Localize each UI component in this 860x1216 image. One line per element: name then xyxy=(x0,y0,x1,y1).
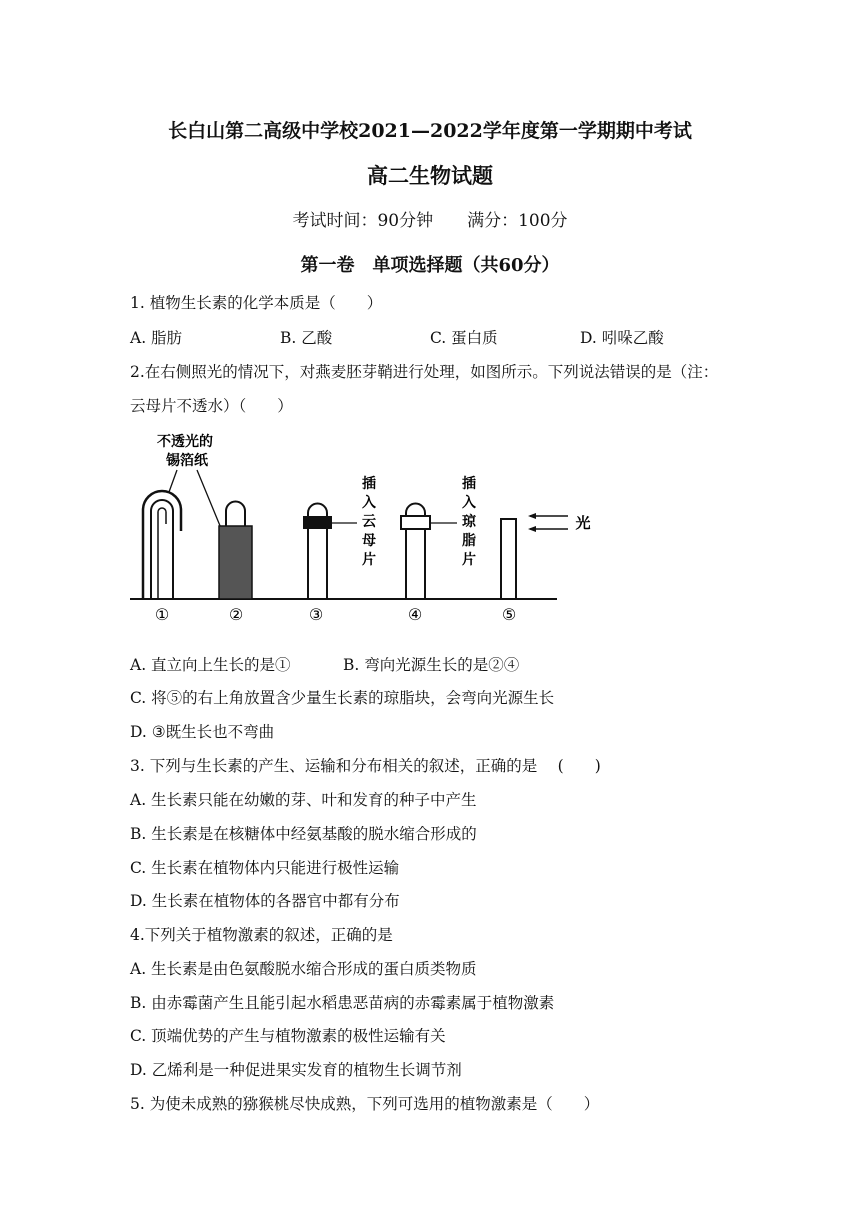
school-title: 长白山第二高级中学校2021—2022学年度第一学期期中考试 xyxy=(168,120,692,142)
label-agar xyxy=(462,475,477,568)
svg-text:插: 插 xyxy=(362,476,376,492)
label-foil-line1: 不透光的 xyxy=(157,434,213,450)
q2-option-c: C. 将⑤的右上角放置含少量生长素的琼脂块，会弯向光源生长 xyxy=(130,689,555,707)
coleoptile-1 xyxy=(143,491,181,599)
svg-text:入: 入 xyxy=(462,495,476,511)
label-foil-line2: 锡箔纸 xyxy=(166,453,208,469)
q3-stem: 3. 下列与生长素的产生、运输和分布相关的叙述，正确的是 ( ) xyxy=(130,757,601,775)
q2-option-b: B. 弯向光源生长的是②④ xyxy=(343,656,520,674)
svg-text:插: 插 xyxy=(462,476,476,492)
q3-option-b: B. 生长素是在核糖体中经氨基酸的脱水缩合形成的 xyxy=(130,825,477,843)
coleoptile-5 xyxy=(501,519,516,599)
exam-time: 考试时间：90分钟 xyxy=(292,211,434,231)
q4-option-b: B. 由赤霉菌产生且能引起水稻患恶苗病的赤霉素属于植物激素 xyxy=(130,994,555,1012)
q3-option-a: A. 生长素只能在幼嫩的芽、叶和发育的种子中产生 xyxy=(130,791,477,809)
q4-option-d: D. 乙烯利是一种促进果实发育的植物生长调节剂 xyxy=(130,1061,462,1079)
figure-number-3: ③ xyxy=(308,605,324,624)
q4-option-c: C. 顶端优势的产生与植物激素的极性运输有关 xyxy=(130,1027,446,1045)
q1-option-d: D. 吲哚乙酸 xyxy=(580,329,664,347)
svg-text:琼: 琼 xyxy=(462,514,476,530)
svg-text:脂: 脂 xyxy=(462,533,476,549)
q2-stem-line1: 2.在右侧照光的情况下，对燕麦胚芽鞘进行处理，如图所示。下列说法错误的是（注： xyxy=(130,363,719,381)
coleoptile-4 xyxy=(401,504,457,600)
q1-option-b: B. 乙酸 xyxy=(280,329,333,347)
svg-text:片: 片 xyxy=(362,552,376,568)
pointer-line-1 xyxy=(169,470,177,492)
svg-text:入: 入 xyxy=(362,495,376,511)
q1-option-c: C. 蛋白质 xyxy=(430,329,498,347)
coleoptile-figure xyxy=(125,428,605,628)
label-mica xyxy=(362,475,376,568)
q3-option-d: D. 生长素在植物体的各器官中都有分布 xyxy=(130,892,400,910)
coleoptile-2 xyxy=(219,502,252,600)
q2-options-ab xyxy=(130,653,519,675)
svg-text:片: 片 xyxy=(462,552,476,568)
svg-text:云: 云 xyxy=(362,514,376,530)
q2-option-d: D. ③既生长也不弯曲 xyxy=(130,723,275,741)
q2-option-a: A. 直立向上生长的是① xyxy=(130,656,291,674)
q2-stem-line2: 云母片不透水）（ ） xyxy=(130,397,293,415)
q5-stem: 5. 为使未成熟的猕猴桃尽快成熟，下列可选用的植物激素是（ ） xyxy=(130,1095,600,1113)
subject-title: 高二生物试题 xyxy=(367,163,493,188)
q4-stem: 4.下列关于植物激素的叙述，正确的是 xyxy=(130,926,393,944)
figure-number-4: ④ xyxy=(407,605,423,624)
q1-option-a: A. 脂肪 xyxy=(130,329,183,347)
exam-info xyxy=(0,206,860,231)
pointer-line-2 xyxy=(197,470,223,533)
figure-number-2: ② xyxy=(228,605,244,624)
figure-number-1: ① xyxy=(154,605,170,624)
full-score: 满分：100分 xyxy=(467,211,568,231)
svg-text:母: 母 xyxy=(362,533,376,549)
coleoptile-3 xyxy=(303,504,357,600)
q1-options xyxy=(130,326,664,348)
light-arrows xyxy=(528,513,568,532)
q1-stem: 1. 植物生长素的化学本质是（ ） xyxy=(130,294,383,312)
figure-number-5: ⑤ xyxy=(501,605,517,624)
label-light: 光 xyxy=(575,514,591,532)
section-title: 第一卷 单项选择题（共60分） xyxy=(300,255,560,276)
q4-option-a: A. 生长素是由色氨酸脱水缩合形成的蛋白质类物质 xyxy=(130,960,477,978)
q3-option-c: C. 生长素在植物体内只能进行极性运输 xyxy=(130,859,400,877)
